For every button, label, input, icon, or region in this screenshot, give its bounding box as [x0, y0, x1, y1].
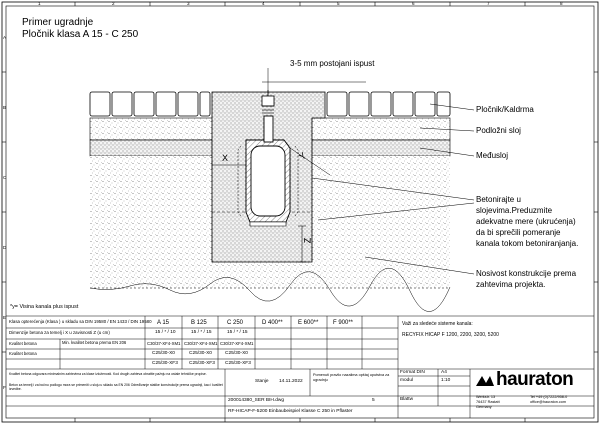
frame-number: 8: [560, 1, 563, 6]
callout-bearing-line: zahtevima projekta.: [476, 280, 546, 289]
doc-number: 200014380_SER BIH.dwg: [228, 398, 285, 403]
format-value: A4: [441, 370, 447, 375]
footnote: *y= Visina kanala plus ispust: [10, 304, 79, 310]
callout-interlayer: Međusloj: [476, 151, 509, 160]
frame-number: 6: [412, 1, 415, 6]
load-class: D 400**: [262, 320, 283, 326]
title-line1: Primer ugradnje: [22, 17, 94, 28]
frame-number: 7: [487, 1, 490, 6]
scale-value: 1:10: [441, 378, 451, 383]
drawing-caption: RF-HICAP-F-5200 Einbaubeispiel Klasse C 250 in Pflaster: [228, 409, 353, 414]
scale-label: modul: [400, 378, 414, 383]
frame-number: 3: [187, 1, 190, 6]
state-label: Stanje: [255, 379, 269, 384]
company-logo-text: hauraton: [496, 369, 574, 390]
callout-concrete: [476, 194, 578, 249]
frame-letter: A: [3, 35, 7, 40]
frame-number: 5: [337, 1, 340, 6]
table-cell: C30/37-XF4-XM1: [220, 341, 254, 346]
frame-number: 2: [112, 1, 115, 6]
frame-letter: E: [3, 315, 7, 320]
frame-letter: B: [3, 105, 7, 110]
table-cell: 15 / * / 15: [191, 330, 212, 335]
pavers-left: [90, 92, 210, 116]
company-address: Werkstr. 13: [476, 395, 496, 399]
state-date: 14.11.2022: [279, 379, 303, 384]
frame-letter: F: [3, 385, 6, 390]
hauraton-logo-icon: [476, 376, 494, 386]
table-cell: C25/30-XF3: [152, 361, 178, 366]
dim-y-label: Y: [297, 150, 309, 162]
table-cell: C25/30-X0: [225, 351, 248, 356]
callout-concrete-line: Betonirajte u: [476, 195, 521, 204]
table-cell: 15 / * / 15: [227, 330, 248, 335]
frame-letter: C: [3, 175, 7, 180]
company-web: office@hauraton.com: [530, 400, 567, 404]
table-cell: C25/30-X0: [152, 351, 175, 356]
stamp-note: Pomenuti pravilo nazalima opštaj uputstva za ugradnju: [313, 373, 390, 382]
systems-title: Važi za sledeće sisteme kanala:: [402, 321, 473, 327]
systems-products: RECYFIX HICAP F 1200, 2200, 3200, 5200: [402, 332, 499, 338]
load-class: F 900**: [333, 320, 354, 326]
company-address: 76437 Rastatt: [476, 400, 500, 404]
company-address: Germany: [476, 405, 492, 409]
callout-bearing-line: Nosivost konstrukcije prema: [476, 269, 577, 278]
load-class: A 15: [157, 320, 170, 326]
page-number: 5: [372, 398, 375, 403]
dim-top: [262, 68, 366, 92]
table-cell: C25/30-X0: [189, 351, 212, 356]
format-label: Format DIN: [400, 370, 425, 375]
frame-letter: D: [3, 245, 7, 250]
callout-concrete-line: da bi sprečili pomeranje: [476, 228, 561, 237]
load-class: E 600**: [298, 320, 319, 326]
table-cell: C25/30-XF3: [225, 361, 251, 366]
callout-concrete-line: adekvatne mere (ukrućenja): [476, 217, 576, 226]
table-note: Beton za temelj i za bočnu podlogu mora se primeniti u sloju u skladu sa EN 206 Određivanje statike konstrukcije prema ugradnji, kao i kvalitet izvedbe.: [9, 383, 223, 392]
callout-bearing: [476, 268, 576, 290]
table-cell: C25/30-XF3: [189, 361, 215, 366]
company-phone: Tel +49 (0)7222/958-0: [530, 395, 568, 399]
table-row-label: Klasa opterećenja (Klasa ) u skladu sa DIN 19580 / EN 1433 / DIN 19580: [9, 319, 152, 324]
table-note: Kvalitet betona odgovara minimalnim zahtevima za klase izloženosti. Kod drugih zahteva obratite pažnju na ostale tehničke propise.: [9, 372, 207, 376]
dim-z-label: Z: [302, 237, 313, 244]
sheet-label: Blattw: [400, 397, 414, 402]
callout-concrete-line: kanala tokom betoniranjanja.: [476, 239, 579, 248]
table-row-label: Dimenzije betona za temelj i X u zavisnosti Z (u cm): [9, 330, 110, 335]
callout-pavement: Pločnik/Kaldrma: [476, 105, 534, 114]
dimension-top-label: 3-5 mm postojani ispust: [290, 59, 375, 68]
table-cell: C30/37-XF4-XM1: [184, 341, 218, 346]
load-class: C 250: [227, 320, 244, 326]
table-row-label: Kvalitet betona: [9, 341, 37, 346]
table-row-label: Kvalitet betona: [9, 351, 37, 356]
callout-concrete-line: slojevima.Preduzmite: [476, 206, 553, 215]
dim-x-label: X: [222, 153, 229, 163]
table-row-label: Min. kvalitet betona prema EN 206: [62, 340, 127, 345]
load-class: B 125: [191, 320, 207, 326]
frame-number: 4: [262, 1, 265, 6]
callout-base: Podložni sloj: [476, 126, 521, 135]
table-cell: C30/37-XF4-XM1: [147, 341, 181, 346]
table-cell: 15 / * / 10: [155, 330, 176, 335]
frame-number: 1: [38, 1, 41, 6]
title-line2: Pločnik klasa A 15 - C 250: [22, 29, 139, 40]
